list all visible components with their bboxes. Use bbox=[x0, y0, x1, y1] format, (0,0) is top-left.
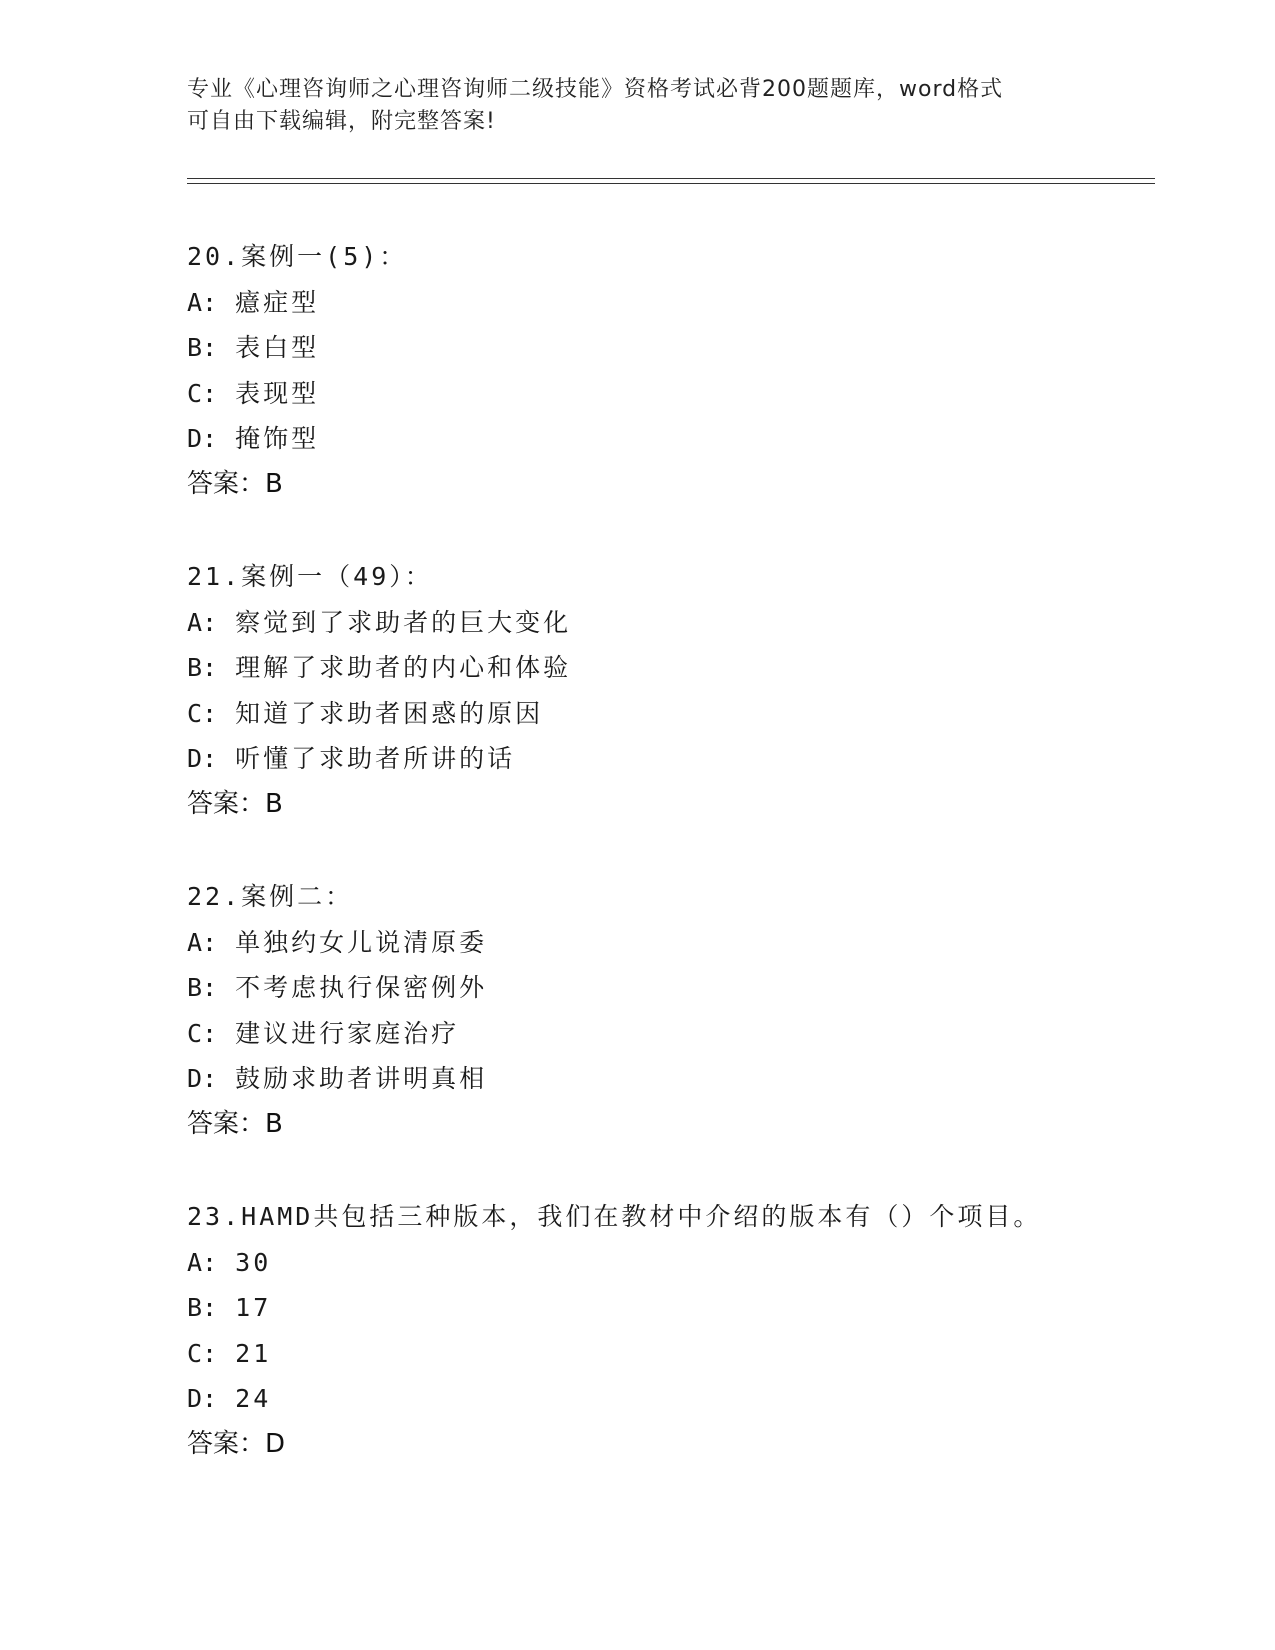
option-prefix: A: bbox=[187, 1247, 218, 1277]
option-text: 听懂了求助者所讲的话 bbox=[235, 744, 516, 773]
question-stem: 23.HAMD共包括三种版本，我们在教材中介绍的版本有（）个项目。 bbox=[187, 1202, 1042, 1231]
option-prefix: D: bbox=[187, 1064, 218, 1093]
option-c bbox=[187, 1011, 1147, 1057]
option-prefix: B: bbox=[187, 1293, 218, 1322]
option-text: 21 bbox=[235, 1338, 272, 1368]
header-divider-top bbox=[187, 178, 1155, 179]
answer: 答案：D bbox=[187, 1428, 286, 1459]
option-text: 知道了求助者困惑的原因 bbox=[235, 698, 544, 728]
option-text: 表现型 bbox=[235, 378, 320, 408]
option-c bbox=[187, 371, 1147, 417]
question-stem: 20.案例一(5)： bbox=[187, 242, 408, 271]
option-prefix: D: bbox=[187, 424, 218, 453]
option-d bbox=[187, 736, 1147, 782]
option-text: 24 bbox=[235, 1384, 272, 1413]
answer: 答案：B bbox=[187, 468, 283, 499]
option-d bbox=[187, 1376, 1147, 1422]
option-a bbox=[187, 920, 1147, 966]
option-text: 单独约女儿说清原委 bbox=[235, 927, 488, 957]
option-c bbox=[187, 1331, 1147, 1377]
option-text: 表白型 bbox=[235, 333, 320, 362]
document-header bbox=[187, 74, 1087, 138]
answer: 答案：B bbox=[187, 1108, 283, 1139]
option-b bbox=[187, 645, 1147, 691]
option-prefix: C: bbox=[187, 1018, 218, 1048]
option-prefix: B: bbox=[187, 973, 218, 1002]
option-text: 癔症型 bbox=[235, 287, 320, 317]
option-prefix: A: bbox=[187, 607, 218, 637]
option-prefix: D: bbox=[187, 1384, 218, 1413]
option-b bbox=[187, 325, 1147, 371]
option-text: 建议进行家庭治疗 bbox=[235, 1018, 460, 1048]
answer: 答案：B bbox=[187, 788, 283, 819]
question-stem: 22.案例二： bbox=[187, 882, 354, 911]
option-prefix: D: bbox=[187, 744, 218, 773]
option-prefix: C: bbox=[187, 698, 218, 728]
option-prefix: A: bbox=[187, 287, 218, 317]
header-line-2: 可自由下载编辑，附完整答案! bbox=[187, 109, 496, 134]
option-prefix: B: bbox=[187, 333, 218, 362]
option-b bbox=[187, 1285, 1147, 1331]
option-text: 17 bbox=[235, 1293, 272, 1322]
option-prefix: A: bbox=[187, 927, 218, 957]
option-d bbox=[187, 416, 1147, 462]
option-prefix: B: bbox=[187, 653, 218, 682]
option-c bbox=[187, 691, 1147, 737]
option-a bbox=[187, 280, 1147, 326]
option-text: 30 bbox=[235, 1247, 272, 1277]
option-a bbox=[187, 1240, 1147, 1286]
option-text: 察觉到了求助者的巨大变化 bbox=[235, 607, 572, 637]
question-23 bbox=[187, 1194, 1147, 1467]
option-text: 不考虑执行保密例外 bbox=[235, 973, 488, 1002]
question-stem: 21.案例一（49）： bbox=[187, 562, 433, 591]
option-text: 理解了求助者的内心和体验 bbox=[235, 653, 572, 682]
option-text: 鼓励求助者讲明真相 bbox=[235, 1064, 488, 1093]
header-divider-bottom bbox=[187, 183, 1155, 184]
question-22 bbox=[187, 874, 1147, 1147]
question-21 bbox=[187, 554, 1147, 827]
header-line-1: 专业《心理咨询师之心理咨询师二级技能》资格考试必背200题题库，word格式 bbox=[187, 77, 1004, 102]
option-d bbox=[187, 1056, 1147, 1102]
question-20 bbox=[187, 234, 1147, 507]
option-prefix: C: bbox=[187, 1338, 218, 1368]
option-text: 掩饰型 bbox=[235, 424, 320, 453]
option-a bbox=[187, 600, 1147, 646]
option-prefix: C: bbox=[187, 378, 218, 408]
option-b bbox=[187, 965, 1147, 1011]
